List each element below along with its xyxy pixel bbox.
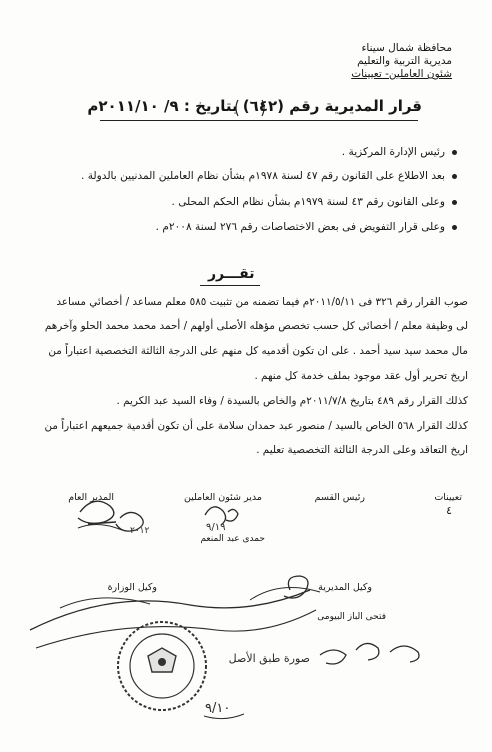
paragraph-line: لى وظيفة معلم / أخصائى كل حسب تخصص مؤهله الأصلى أولهم / أحمد محمد محمد الحلو وآخرهم xyxy=(44,320,468,332)
org-department: شئون العاملين- تعيينات xyxy=(351,68,452,80)
paragraph-line: اريخ تحرير أول عقد موجود بملف خدمة كل منهم . xyxy=(254,370,468,382)
preamble-item: رئيس الإدارة المركزية . xyxy=(342,146,457,158)
sig-general-director-title: المدير العام xyxy=(68,492,114,503)
sig-personnel-title: مدير شئون العاملين xyxy=(183,492,262,503)
title-number-bracket-mark xyxy=(236,100,264,116)
sig-personnel-name: حمدى عبد المنعم xyxy=(200,534,265,544)
decides-heading: تقـــرر xyxy=(208,266,255,282)
handwritten-copy-note: صورة طبق الأصل xyxy=(228,652,310,665)
preamble-item: وعلى قرار التفويض فى بعض الاختصاصات رقم ٢٧٦ لسنة ٢٠٠٨م . xyxy=(156,221,457,233)
org-governorate: محافظة شمال سيناء xyxy=(361,42,452,54)
sig-section-head-title: رئيس القسم xyxy=(314,492,365,503)
paragraph-line: اريخ التعاقد وعلى الدرجة الثالثة التخصصية تعليم . xyxy=(256,444,468,456)
preamble-item: بعد الاطلاع على القانون رقم ٤٧ لسنة ١٩٧٨م بشأن نظام العاملين المدنيين بالدولة . xyxy=(81,170,457,182)
sig-taeeinat-mark: ٤ xyxy=(446,504,452,517)
paragraph-line: كذلك القرار ٥٦٨ الخاص بالسيد / منصور عبد حمدان سلامة على أن تكون أقدمية جميعهم اعتباراً من xyxy=(44,420,468,432)
sig-ministry-deputy-title: وكيل الوزارة xyxy=(107,582,157,593)
org-directorate: مديرية التربية والتعليم xyxy=(357,55,452,67)
signature-flourish xyxy=(30,590,310,630)
sig-section-head-date: ٢٠١٢ xyxy=(130,526,150,536)
sig-taeeinat-title: تعيينات xyxy=(434,492,462,503)
decision-title: قرار المديرية رقم (٦٤٢) بتاريخ : ٩/ ٢٠١١/١٠م xyxy=(87,97,422,115)
paragraph-line: كذلك القرار رقم ٤٨٩ بتاريخ ٢٠١١/٧/٨م والخاص بالسيدة / وفاء السيد عبد الكريم . xyxy=(116,395,468,407)
stamp-date-scribble: ٩/١٠ xyxy=(205,701,231,716)
sig-personnel-date: ٩/١٩ xyxy=(206,522,226,533)
sig-directorate-deputy-title: وكيل المديرية xyxy=(318,582,372,593)
paragraph-line: مال محمد سيد سيد أحمد . على ان تكون أقدميه كل منهم على الدرجة الثالثة التخصصية اعتباراً من xyxy=(48,345,468,357)
sig-directorate-deputy-name: فتحى الباز البيومى xyxy=(317,612,386,622)
preamble-item: وعلى القانون رقم ٤٣ لسنة ١٩٧٩م بشأن نظام الحكم المحلى . xyxy=(171,196,457,208)
official-seal-stamp xyxy=(118,622,206,710)
sig-general-director-signature xyxy=(78,501,116,524)
paragraph-line: صوب القرار رقم ٣٢٦ فى ٢٠١١/٥/١١م فيما تضمنه من تثبيت ٥٨٥ معلم مساعد / أخصائي مساعد xyxy=(56,296,468,308)
